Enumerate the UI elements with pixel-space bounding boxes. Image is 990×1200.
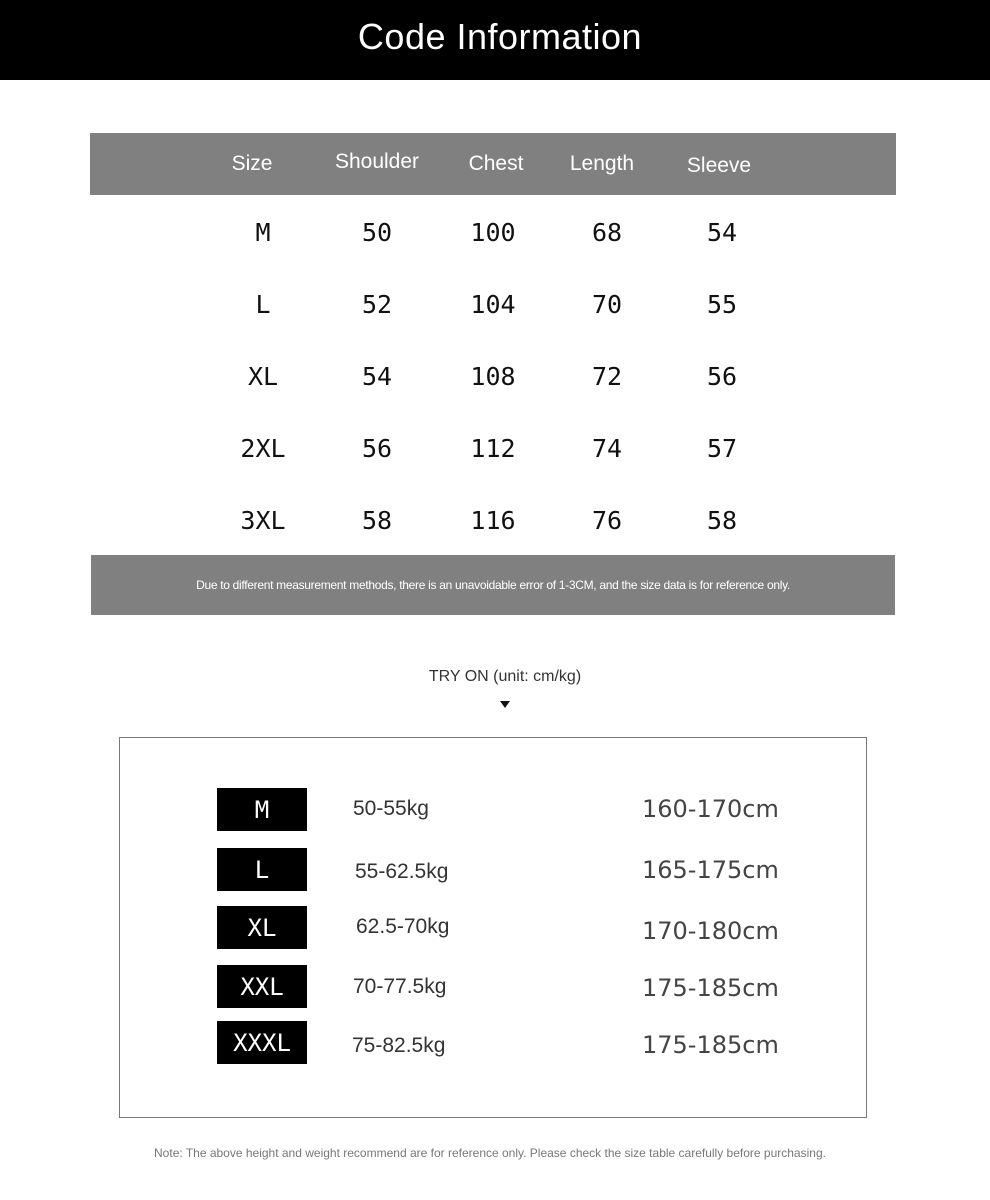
header-bar: [0, 0, 990, 80]
table-cell-shoulder: 50: [361, 218, 393, 247]
size-badge-m: [217, 788, 307, 831]
table-cell-size: 2XL: [240, 434, 286, 463]
footer-note: Note: The above height and weight recommend are for reference only. Please check the size table carefully before purchasing.: [154, 1146, 826, 1160]
weight-range: 70-77.5kg: [353, 975, 447, 998]
height-range: 165-175cm: [642, 856, 779, 884]
height-range: 175-185cm: [642, 1031, 779, 1059]
table-cell-size: XL: [247, 362, 279, 391]
measurement-note-text: Due to different measurement methods, there is an unavoidable error of 1-3CM, and the size data is for reference only.: [196, 578, 790, 592]
table-row: [90, 413, 896, 485]
table-cell-length: 72: [591, 362, 623, 391]
table-row: [90, 197, 896, 269]
table-cell-size: M: [255, 218, 271, 247]
height-range: 160-170cm: [642, 795, 779, 823]
table-cell-size: 3XL: [240, 506, 286, 535]
weight-range: 62.5-70kg: [356, 915, 450, 938]
weight-range: 50-55kg: [353, 797, 429, 820]
table-cell-shoulder: 58: [361, 506, 393, 535]
size-badge-xxl: [217, 965, 307, 1008]
measurement-note: [91, 555, 895, 615]
table-cell-chest: 112: [470, 434, 516, 463]
try-on-label: TRY ON (unit: cm/kg): [428, 668, 582, 685]
table-row: [90, 341, 896, 413]
table-cell-sleeve: 55: [706, 290, 738, 319]
weight-range: 75-82.5kg: [352, 1034, 446, 1057]
size-badge-label: L: [254, 855, 270, 884]
size-table-header: [90, 133, 896, 195]
column-header-sleeve: Sleeve: [686, 154, 752, 177]
table-cell-length: 68: [591, 218, 623, 247]
table-cell-size: L: [255, 290, 271, 319]
size-badge-l: [217, 848, 307, 891]
table-row: [90, 269, 896, 341]
table-row: [90, 485, 896, 557]
table-cell-sleeve: 56: [706, 362, 738, 391]
table-cell-chest: 108: [470, 362, 516, 391]
table-cell-chest: 100: [470, 218, 516, 247]
page-title: Code Information: [357, 16, 643, 57]
column-header-shoulder: Shoulder: [334, 150, 420, 173]
triangle-down-icon: [498, 698, 512, 712]
size-badge-xxxl: [217, 1021, 307, 1064]
table-cell-chest: 104: [470, 290, 516, 319]
height-range: 170-180cm: [642, 917, 779, 945]
table-cell-length: 70: [591, 290, 623, 319]
table-cell-length: 76: [591, 506, 623, 535]
size-badge-label: XXXL: [233, 1028, 291, 1057]
weight-range: 55-62.5kg: [355, 860, 449, 883]
size-badge-label: XL: [247, 913, 277, 942]
table-cell-shoulder: 52: [361, 290, 393, 319]
table-cell-sleeve: 54: [706, 218, 738, 247]
table-cell-sleeve: 57: [706, 434, 738, 463]
size-badge-label: XXL: [240, 972, 284, 1001]
column-header-length: Length: [569, 152, 635, 175]
table-cell-length: 74: [591, 434, 623, 463]
table-cell-sleeve: 58: [706, 506, 738, 535]
height-range: 175-185cm: [642, 974, 779, 1002]
column-header-size: Size: [231, 152, 273, 175]
size-badge-label: M: [254, 795, 270, 824]
column-header-chest: Chest: [468, 152, 524, 175]
table-cell-shoulder: 56: [361, 434, 393, 463]
size-badge-xl: [217, 906, 307, 949]
table-cell-chest: 116: [470, 506, 516, 535]
table-cell-shoulder: 54: [361, 362, 393, 391]
